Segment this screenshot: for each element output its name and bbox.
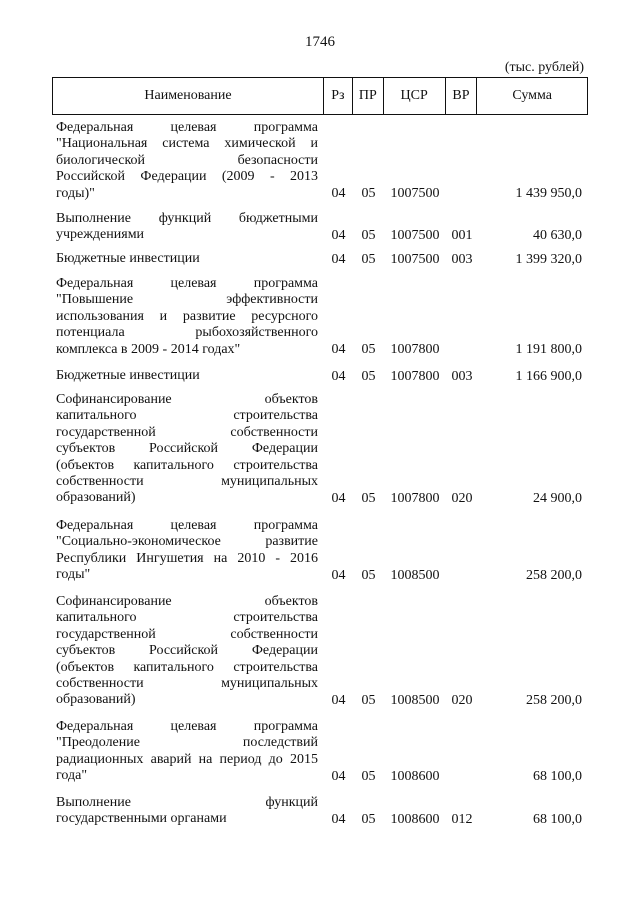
row-name-line: Республики Ингушетия на 2010 - 2016 [56,550,318,566]
cell-pr: 05 [361,768,376,784]
row-name-line: образований) [56,692,136,708]
table-row [52,120,588,202]
row-name-line: Бюджетные инвестиции [56,251,200,266]
row-name-line: радиационных аварий на период до 2015 [56,751,318,767]
row-name-line: "Национальная система химической и [56,136,318,152]
row-codes [324,568,588,584]
row-name-line: капитального строительства [56,408,318,424]
cell-csr: 1008600 [390,811,440,827]
row-codes [324,769,588,785]
header-name: Наименование [53,78,324,114]
cell-sum: 1 399 320,0 [515,251,582,267]
cell-sum: 40 630,0 [533,227,582,243]
row-name [56,518,318,584]
row-name-line: субъектов Российской Федерации [56,643,318,659]
row-codes [324,369,588,385]
cell-rz: 04 [331,490,346,506]
row-codes [324,228,588,244]
row-name-line: года" [56,768,88,784]
cell-pr: 05 [361,185,376,201]
cell-sum: 1 166 900,0 [515,368,582,384]
cell-rz: 04 [331,811,346,827]
cell-rz: 04 [331,368,346,384]
row-name [56,251,318,267]
table-row [52,594,588,709]
table-row [52,518,588,584]
row-name-line: собственности муниципальных [56,675,318,691]
row-name-line: капитального строительства [56,610,318,626]
table-row [52,368,588,385]
row-name-line: Федеральная целевая программа [56,120,318,135]
row-name [56,120,318,202]
row-name [56,795,318,828]
row-name-line: годы)" [56,185,95,201]
cell-rz: 04 [331,692,346,708]
row-name-line: (объектов капитального строительства [56,457,318,473]
table-row [52,719,588,785]
header-pr: ПР [353,78,384,114]
cell-pr: 05 [361,811,376,827]
cell-pr: 05 [361,368,376,384]
table-row [52,276,588,358]
units-label: (тыс. рублей) [504,60,584,75]
cell-csr: 1007500 [390,185,440,201]
cell-pr: 05 [361,567,376,583]
cell-pr: 05 [361,490,376,506]
cell-vr: 001 [451,227,473,243]
cell-rz: 04 [331,341,346,357]
cell-sum: 258 200,0 [526,567,582,583]
row-codes [324,491,588,507]
row-name-line: Софинансирование объектов [56,594,318,609]
cell-csr: 1007500 [390,251,440,267]
cell-sum: 1 439 950,0 [515,185,582,201]
row-name-line: собственности муниципальных [56,473,318,489]
cell-csr: 1008500 [390,567,440,583]
cell-csr: 1007800 [390,490,440,506]
header-csr: ЦСР [384,78,446,114]
table-row [52,392,588,507]
cell-rz: 04 [331,768,346,784]
cell-csr: 1007800 [390,341,440,357]
cell-sum: 68 100,0 [533,768,582,784]
row-name-line: "Повышение эффективности [56,292,318,308]
table-row [52,211,588,244]
row-name-line: субъектов Российской Федерации [56,441,318,457]
row-name-line: Софинансирование объектов [56,392,318,407]
row-name-line: использования и развитие ресурсного [56,308,318,324]
row-name [56,392,318,507]
cell-sum: 258 200,0 [526,692,582,708]
row-name-line: комплекса в 2009 - 2014 годах" [56,341,241,357]
cell-csr: 1008600 [390,768,440,784]
row-name [56,211,318,244]
header-sum: Сумма [512,88,553,103]
table-row [52,251,588,268]
row-name-line: потенциала рыбохозяйственного [56,325,318,341]
cell-pr: 05 [361,341,376,357]
page-number: 1746 [305,34,335,50]
cell-csr: 1008500 [390,692,440,708]
row-name-line: государственной собственности [56,424,318,440]
table-header [52,77,588,115]
row-name-line: Выполнение функций бюджетными [56,211,318,226]
row-name-line: Федеральная целевая программа [56,518,318,533]
cell-vr: 020 [451,692,473,708]
cell-csr: 1007800 [390,368,440,384]
cell-vr: 020 [451,490,473,506]
row-name [56,594,318,709]
row-name-line: Федеральная целевая программа [56,276,318,291]
row-codes [324,693,588,709]
cell-pr: 05 [361,251,376,267]
row-codes [324,342,588,358]
row-name [56,276,318,358]
header-rz: Рз [324,78,353,114]
row-codes [324,252,588,268]
row-name-line: "Преодоление последствий [56,735,318,751]
cell-sum: 68 100,0 [533,811,582,827]
row-name-line: образований) [56,490,136,506]
row-name-line: годы" [56,567,91,583]
cell-rz: 04 [331,567,346,583]
cell-csr: 1007500 [390,227,440,243]
cell-rz: 04 [331,185,346,201]
row-codes [324,812,588,828]
row-codes [324,186,588,202]
row-name-line: государственными органами [56,811,227,827]
cell-vr: 012 [451,811,473,827]
cell-sum: 24 900,0 [533,490,582,506]
cell-rz: 04 [331,227,346,243]
cell-rz: 04 [331,251,346,267]
table-row [52,795,588,828]
row-name [56,719,318,785]
cell-pr: 05 [361,692,376,708]
row-name-line: Федеральная целевая программа [56,719,318,734]
row-name-line: Бюджетные инвестиции [56,368,200,383]
cell-vr: 003 [451,368,473,384]
row-name-line: Выполнение функций [56,795,318,810]
header-vr: ВР [446,78,478,114]
row-name-line: (объектов капитального строительства [56,659,318,675]
cell-pr: 05 [361,227,376,243]
row-name [56,368,318,384]
row-name-line: "Социально-экономическое развитие [56,534,318,550]
cell-vr: 003 [451,251,473,267]
row-name-line: биологической безопасности [56,152,318,168]
row-name-line: государственной собственности [56,626,318,642]
cell-sum: 1 191 800,0 [515,341,582,357]
row-name-line: Российской Федерации (2009 - 2013 [56,169,318,185]
row-name-line: учреждениями [56,227,145,243]
